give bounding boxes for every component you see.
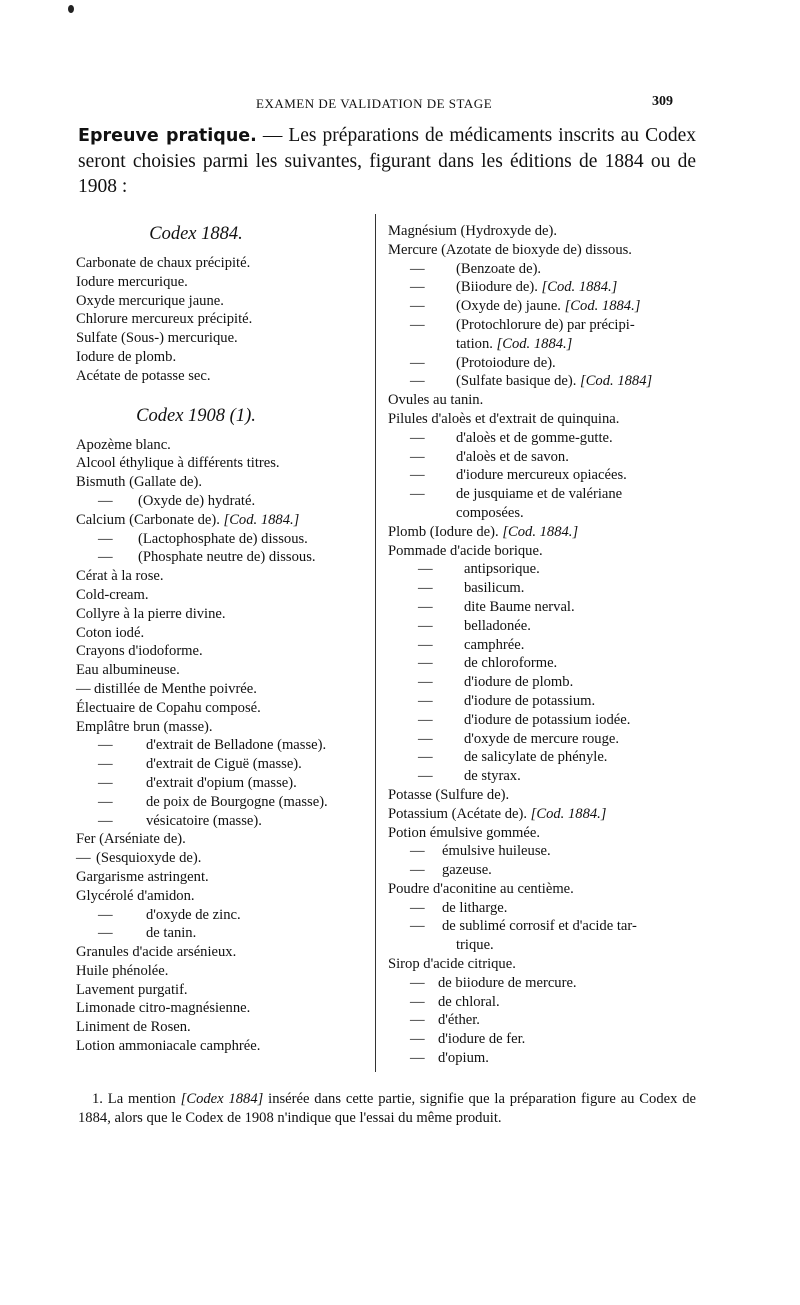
codex-1884-heading: Codex 1884.: [149, 224, 243, 244]
list-subitem: — d'iodure de plomb.: [418, 674, 574, 691]
list-subitem: — d'iodure de potassium iodée.: [418, 711, 631, 728]
list-item: Crayons d'iodoforme.: [76, 643, 203, 660]
list-subitem: — dite Baume nerval.: [418, 598, 575, 615]
list-item: Chlorure mercureux précipité.: [76, 311, 253, 328]
codex-1908-list-left: [76, 436, 366, 1056]
list-item: Apozème blanc.: [76, 436, 171, 453]
list-item: Bismuth (Gallate de).: [76, 474, 203, 491]
list-subitem: — basilicum.: [418, 580, 525, 597]
intro-text: — Les préparations de médicaments inscrits au Codex seront choisies parmi les suivantes, figurant dans les éditions de 1884 ou de 1908 :: [78, 125, 696, 197]
list-subitem: — (Protoiodure de).: [410, 354, 556, 371]
list-subitem: — d'opium.: [410, 1050, 489, 1067]
list-subitem: — de chloroforme.: [418, 655, 558, 672]
list-item: Ovules au tanin.: [388, 392, 484, 409]
list-subitem: — d'aloès et de gomme-gutte.: [410, 429, 613, 446]
stray-ink-dot: [68, 5, 74, 13]
list-subitem: — vésicatoire (masse).: [98, 812, 262, 829]
list-item: Liniment de Rosen.: [76, 1019, 191, 1036]
list-subitem: — d'oxyde de mercure rouge.: [418, 730, 619, 747]
right-column: [388, 222, 688, 1068]
footnote-codex-ref: [Codex 1884]: [180, 1091, 264, 1107]
list-subitem: — de jusquiame et de valériane: [410, 486, 623, 503]
list-subitem: — (Oxyde de) jaune. [Cod. 1884.]: [410, 298, 641, 315]
list-item: Granules d'acide arsénieux.: [76, 944, 237, 961]
list-subitem: — antipsorique.: [418, 561, 540, 578]
list-subitem: — d'extrait d'opium (masse).: [98, 774, 297, 791]
list-subitem: — belladonée.: [418, 617, 531, 634]
list-item: Poudre d'aconitine au centième.: [388, 880, 574, 897]
list-item: Potasse (Sulfure de).: [388, 786, 510, 803]
list-item: Potion émulsive gommée.: [388, 824, 541, 841]
list-subitem: — d'aloès et de savon.: [410, 448, 569, 465]
list-subitem: — de salicylate de phényle.: [418, 749, 608, 766]
list-item: Collyre à la pierre divine.: [76, 605, 226, 622]
list-subitem-continuation: tation. [Cod. 1884.]: [456, 335, 573, 352]
list-subitem: — distillée de Menthe poivrée.: [76, 680, 257, 697]
left-column: [76, 222, 366, 1056]
list-item: Lavement purgatif.: [76, 981, 188, 998]
list-item: Carbonate de chaux précipité.: [76, 255, 251, 271]
list-subitem: — d'oxyde de zinc.: [98, 906, 241, 923]
list-item: Magnésium (Hydroxyde de).: [388, 223, 558, 239]
list-item: Acétate de potasse sec.: [76, 367, 211, 384]
list-item: Plomb (Iodure de). [Cod. 1884.]: [388, 523, 579, 540]
list-item: Emplâtre brun (masse).: [76, 718, 213, 735]
page-number: 309: [652, 94, 673, 109]
list-subitem: — gazeuse.: [410, 862, 492, 879]
footnote-ref: (1).: [229, 405, 256, 426]
list-item: Pommade d'acide borique.: [388, 542, 543, 559]
running-title: EXAMEN DE VALIDATION DE STAGE: [256, 96, 493, 111]
list-subitem: — d'iodure de fer.: [410, 1031, 526, 1048]
list-subitem-continuation: composées.: [456, 504, 524, 521]
list-item: Sirop d'acide citrique.: [388, 956, 516, 973]
list-subitem: — (Lactophosphate de) dissous.: [98, 530, 308, 547]
list-item: Gargarisme astringent.: [76, 868, 209, 885]
list-item: Fer (Arséniate de).: [76, 831, 186, 848]
list-subitem: — (Biiodure de). [Cod. 1884.]: [410, 279, 618, 296]
list-item: Calcium (Carbonate de). [Cod. 1884.]: [76, 511, 300, 528]
list-subitem: — (Oxyde de) hydraté.: [98, 492, 256, 509]
list-subitem: — (Protochlorure de) par précipi-: [410, 316, 635, 333]
list-item: Sulfate (Sous-) mercurique.: [76, 330, 238, 347]
list-item: Coton iodé.: [76, 624, 145, 641]
list-subitem: — d'iodure de potassium.: [418, 692, 596, 709]
list-item: Limonade citro-magnésienne.: [76, 1000, 251, 1017]
list-item: Électuaire de Copahu composé.: [76, 699, 261, 716]
list-item: Glycérolé d'amidon.: [76, 887, 195, 904]
codex-1908-title: Codex 1908: [136, 405, 226, 426]
list-subitem: — de styrax.: [418, 768, 521, 785]
list-item: Potassium (Acétate de). [Cod. 1884.]: [388, 805, 607, 822]
list-subitem: — camphrée.: [418, 636, 525, 653]
list-item: Mercure (Azotate de bioxyde de) dissous.: [388, 241, 632, 258]
list-subitem: — (Sesquioxyde de).: [76, 850, 202, 867]
intro-paragraph: [78, 123, 696, 199]
codex-1908-heading: [76, 405, 366, 427]
list-item: Huile phénolée.: [76, 962, 169, 979]
list-subitem: — de chloral.: [410, 993, 500, 1010]
list-item: Lotion ammoniacale camphrée.: [76, 1038, 261, 1055]
list-subitem: — d'extrait de Ciguë (masse).: [98, 756, 302, 773]
list-subitem: — de biiodure de mercure.: [410, 974, 577, 991]
list-item: Eau albumineuse.: [76, 662, 180, 679]
list-subitem: — de litharge.: [410, 899, 508, 916]
list-subitem: — d'éther.: [410, 1012, 480, 1029]
list-subitem-continuation: trique.: [456, 937, 494, 954]
list-subitem: — de tanin.: [98, 925, 197, 942]
codex-1884-note: [Cod. 1884.]: [223, 511, 300, 528]
list-item: Cold-cream.: [76, 586, 149, 603]
list-item: Iodure de plomb.: [76, 348, 177, 365]
footnote: 1. La mention [Codex 1884] insérée dans cette partie, signifie que la préparation figure au Codex de 1884, alors que le Codex de 1908 n'indique que l'essai du même produit.: [78, 1091, 696, 1126]
list-subitem: — émulsive huileuse.: [410, 843, 551, 860]
list-item: Alcool éthylique à différents titres.: [76, 455, 280, 472]
list-subitem: — de poix de Bourgogne (masse).: [98, 793, 328, 810]
footnote-number: 1.: [92, 1091, 103, 1107]
codex-1884-list: [76, 254, 366, 386]
list-subitem: — (Sulfate basique de). [Cod. 1884]: [410, 373, 653, 390]
list-subitem: — de sublimé corrosif et d'acide tar-: [410, 918, 637, 935]
list-item: Cérat à la rose.: [76, 568, 164, 585]
list-item: Iodure mercurique.: [76, 273, 188, 290]
list-subitem: — (Benzoate de).: [410, 260, 542, 277]
column-divider: [375, 214, 376, 1072]
list-item: Oxyde mercurique jaune.: [76, 292, 224, 309]
intro-lead: Epreuve pratique.: [78, 126, 257, 146]
list-item: Pilules d'aloès et d'extrait de quinquina.: [388, 410, 620, 427]
list-subitem: — (Phosphate neutre de) dissous.: [98, 549, 316, 566]
list-subitem: — d'iodure mercureux opiacées.: [410, 467, 627, 484]
list-subitem: — d'extrait de Belladone (masse).: [98, 737, 327, 754]
